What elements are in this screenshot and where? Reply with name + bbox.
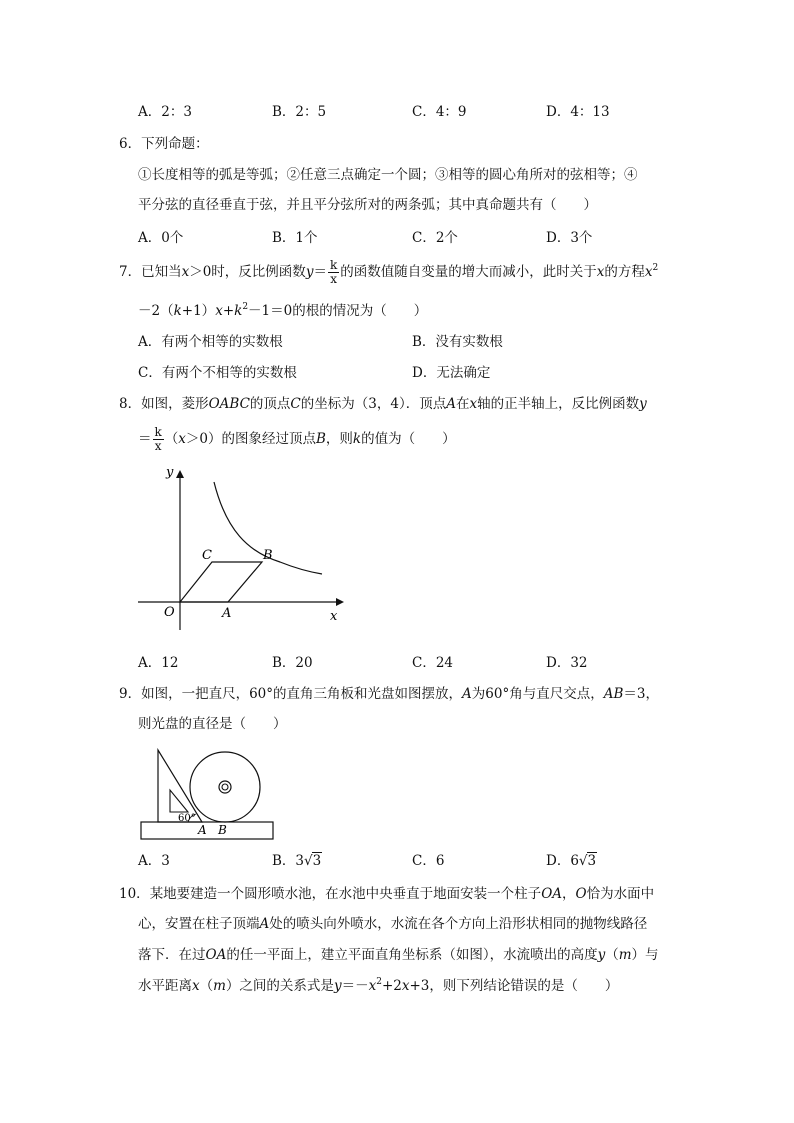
q7-frac-num: k: [329, 258, 338, 272]
q10-var-x: x: [192, 978, 200, 994]
q10-text-a: 某地要建造一个圆形喷水池，在水池中央垂直于地面安装一个柱子: [149, 886, 542, 902]
q10-line3-d: ）与: [631, 947, 659, 963]
label-x: x: [330, 609, 338, 624]
q9-option-d-sqrt: 6√3: [570, 853, 597, 869]
q7-var-x: x: [181, 264, 190, 280]
q8-var-y: y: [639, 396, 647, 412]
q10-eq: ＝－: [341, 978, 369, 994]
set-square: [158, 750, 202, 822]
q8-text-a: 如图，菱形: [141, 396, 209, 412]
q7-square2: 2: [242, 302, 249, 312]
q9-number: 9．: [119, 686, 142, 702]
disc-hole-inner: [222, 784, 228, 790]
q8-point-b: B: [316, 431, 326, 447]
q7-option-d[interactable]: D．无法确定: [412, 365, 491, 381]
q9-option-b-sqrt: 3√3: [295, 853, 322, 869]
q8-text-d: 在: [455, 396, 470, 412]
q10-o: O: [575, 886, 587, 902]
q6-number: 6．: [119, 136, 142, 152]
q8-line2-b: ＞0）的图象经过顶点: [185, 431, 316, 447]
q6-line1: ①长度相等的弧是等弧；②任意三点确定一个圆；③相等的圆心角所对的弦相等；④: [138, 167, 638, 183]
q8-text-e: 轴的正半轴上，反比例函数: [477, 396, 640, 412]
q6-option-b[interactable]: B．1个: [272, 230, 318, 246]
q7-line2-d: －1＝0的根的情况为（ ）: [248, 303, 428, 319]
q7-text-d: 的方程: [604, 264, 645, 280]
q9-option-d-rad: 3: [587, 853, 597, 869]
q8-line2-c: ，则: [325, 431, 353, 447]
q7-option-b[interactable]: B．没有实数根: [412, 334, 503, 350]
q10-var-m: m: [618, 947, 632, 963]
q8-rhombus: OABC: [208, 396, 250, 412]
q7-var-k2: k: [234, 303, 243, 319]
q10-line4-c: ）之间的关系式是: [225, 978, 334, 994]
rhombus-oabc: [180, 562, 262, 602]
q10-text-c: 恰为水面中: [586, 886, 655, 902]
q5-option-d[interactable]: D．4：13: [546, 104, 610, 120]
q10-oa: OA: [541, 886, 563, 902]
set-square-inner: [170, 790, 188, 812]
q8-line2: [138, 422, 456, 456]
q9-text-c: ＝3，: [623, 686, 659, 702]
label-c: C: [202, 548, 212, 563]
q8-frac-num: k: [154, 425, 162, 439]
q10-a: A: [259, 916, 270, 932]
q10-line2-a: 心，安置在柱子顶端: [138, 916, 260, 932]
label-y: y: [166, 465, 174, 480]
q9-point-a: A: [462, 686, 472, 702]
label-a: A: [222, 606, 232, 621]
q9-line2: 则光盘的直径是（ ）: [138, 716, 287, 732]
label-a: A: [198, 823, 207, 837]
q7-square: 2: [652, 263, 659, 273]
q9-option-b-rad: 3: [312, 853, 322, 869]
q8-line2-a: （: [164, 431, 179, 447]
q7-option-c[interactable]: C．有两个不相等的实数根: [138, 365, 297, 381]
q8-frac-den: x: [154, 439, 162, 453]
q10-line4: [138, 976, 618, 996]
q6-stem: [119, 134, 209, 154]
q7-text-b: ＞0时，反比例函数: [189, 264, 306, 280]
q8-point-a: A: [446, 396, 456, 412]
q9-option-a[interactable]: A．3: [138, 853, 170, 869]
q8-option-d[interactable]: D．32: [546, 655, 588, 671]
q9-text-a: 如图，一把直尺，60°的直角三角板和光盘如图摆放，: [141, 686, 463, 702]
q9-text-b: 为60°角与直尺交点，: [471, 686, 604, 702]
q10-line1: [119, 884, 654, 904]
q7-fraction: [328, 259, 339, 286]
disc-hole-outer: [219, 781, 231, 793]
q9-figure: [138, 744, 278, 844]
q10-square: 2: [376, 977, 382, 987]
q7-text-a: 已知当: [141, 264, 182, 280]
q8-point-c: C: [290, 396, 301, 412]
q6-option-c[interactable]: C．2个: [412, 230, 458, 246]
q10-line4-e: +3，则下列结论错误的是（ ）: [409, 978, 619, 994]
q8-var-x: x: [469, 396, 478, 412]
q8-var-x2: x: [178, 431, 186, 447]
q7-var-x2: x: [596, 264, 605, 280]
ruler: [141, 822, 273, 839]
q7-option-a[interactable]: A．有两个相等的实数根: [138, 334, 283, 350]
q8-option-b[interactable]: B．20: [272, 655, 313, 671]
q7-frac-den: x: [330, 272, 337, 286]
q8-line1: [119, 394, 647, 414]
q6-option-a[interactable]: A．0个: [138, 230, 184, 246]
q10-line3-a: 落下．在过: [138, 947, 206, 963]
q7-text-c: 的函数值随自变量的增大而减小，此时关于: [340, 264, 597, 280]
q8-text-b: 的顶点: [249, 396, 291, 412]
q10-var-x2: x: [368, 978, 377, 994]
q8-eq: ＝: [138, 431, 152, 447]
q7-var-y: y: [305, 264, 314, 280]
q7-eq: ＝: [313, 264, 327, 280]
q7-line1: [119, 258, 658, 286]
q10-var-x3: x: [401, 978, 410, 994]
q8-text-c: 的坐标为（3，4）．顶点: [300, 396, 447, 412]
q8-figure: [130, 460, 350, 630]
q9-line1: [119, 684, 659, 704]
q8-option-c[interactable]: C．24: [412, 655, 454, 671]
q7-line2-a: －2（: [138, 303, 174, 319]
label-b: B: [218, 823, 227, 837]
q7-line2-c: +: [222, 303, 235, 319]
q9-option-b-label: B．: [272, 853, 296, 869]
q10-line3-c: （: [605, 947, 619, 963]
q10-number: 10．: [119, 886, 150, 902]
q7-number: 7．: [119, 264, 142, 280]
label-o: O: [164, 605, 175, 620]
q10-line3-b: 的任一平面上，建立平面直角坐标系（如图），水流喷出的高度: [226, 947, 598, 963]
q7-line2-b: +1）: [181, 303, 216, 319]
q7-var-x3: x: [644, 264, 653, 280]
label-b: B: [263, 548, 273, 563]
q10-line4-a: 水平距离: [138, 978, 192, 994]
q9-option-c[interactable]: C．6: [412, 853, 445, 869]
q5-option-b[interactable]: B．2：5: [272, 104, 327, 120]
q8-option-a[interactable]: A．12: [138, 655, 179, 671]
q9-option-d-label: D．: [546, 853, 571, 869]
q10-var-m2: m: [213, 978, 226, 994]
q10-oa2: OA: [205, 947, 227, 963]
q9-option-d-coef: 6: [570, 853, 579, 869]
q7-var-x4: x: [215, 303, 223, 319]
q10-text-b: ，: [562, 886, 576, 902]
q10-var-y: y: [597, 947, 606, 963]
q10-line2-b: 处的喷头向外喷水，水流在各个方向上沿形状相同的抛物线路径: [269, 916, 648, 932]
angle-label: 60°: [178, 813, 196, 824]
q9-option-b[interactable]: [272, 851, 322, 871]
q8-var-k: k: [352, 431, 362, 447]
q10-line4-d: +2: [381, 978, 402, 994]
q6-option-d[interactable]: D．3个: [546, 230, 593, 246]
q10-var-y2: y: [333, 978, 342, 994]
q10-line3: [138, 945, 659, 965]
q6-line2: 平分弦的直径垂直于弦，并且平分弦所对的两条弧；其中真命题共有（ ）: [138, 197, 597, 213]
q7-line2: [138, 301, 427, 321]
q9-option-d[interactable]: [546, 851, 597, 871]
q10-line2: [138, 914, 647, 934]
q10-line4-b: （: [199, 978, 214, 994]
q7-var-k: k: [173, 303, 182, 319]
q6-stem-text: 下列命题：: [141, 136, 209, 152]
q8-line2-d: 的值为（ ）: [361, 431, 456, 447]
q9-seg-ab: AB: [603, 686, 624, 702]
disc: [190, 752, 260, 822]
q5-option-a[interactable]: A．2：3: [138, 104, 192, 120]
q5-option-c[interactable]: C．4：9: [412, 104, 467, 120]
q8-fraction: [153, 426, 164, 453]
q8-number: 8．: [119, 396, 142, 412]
q9-option-b-coef: 3: [295, 853, 305, 869]
